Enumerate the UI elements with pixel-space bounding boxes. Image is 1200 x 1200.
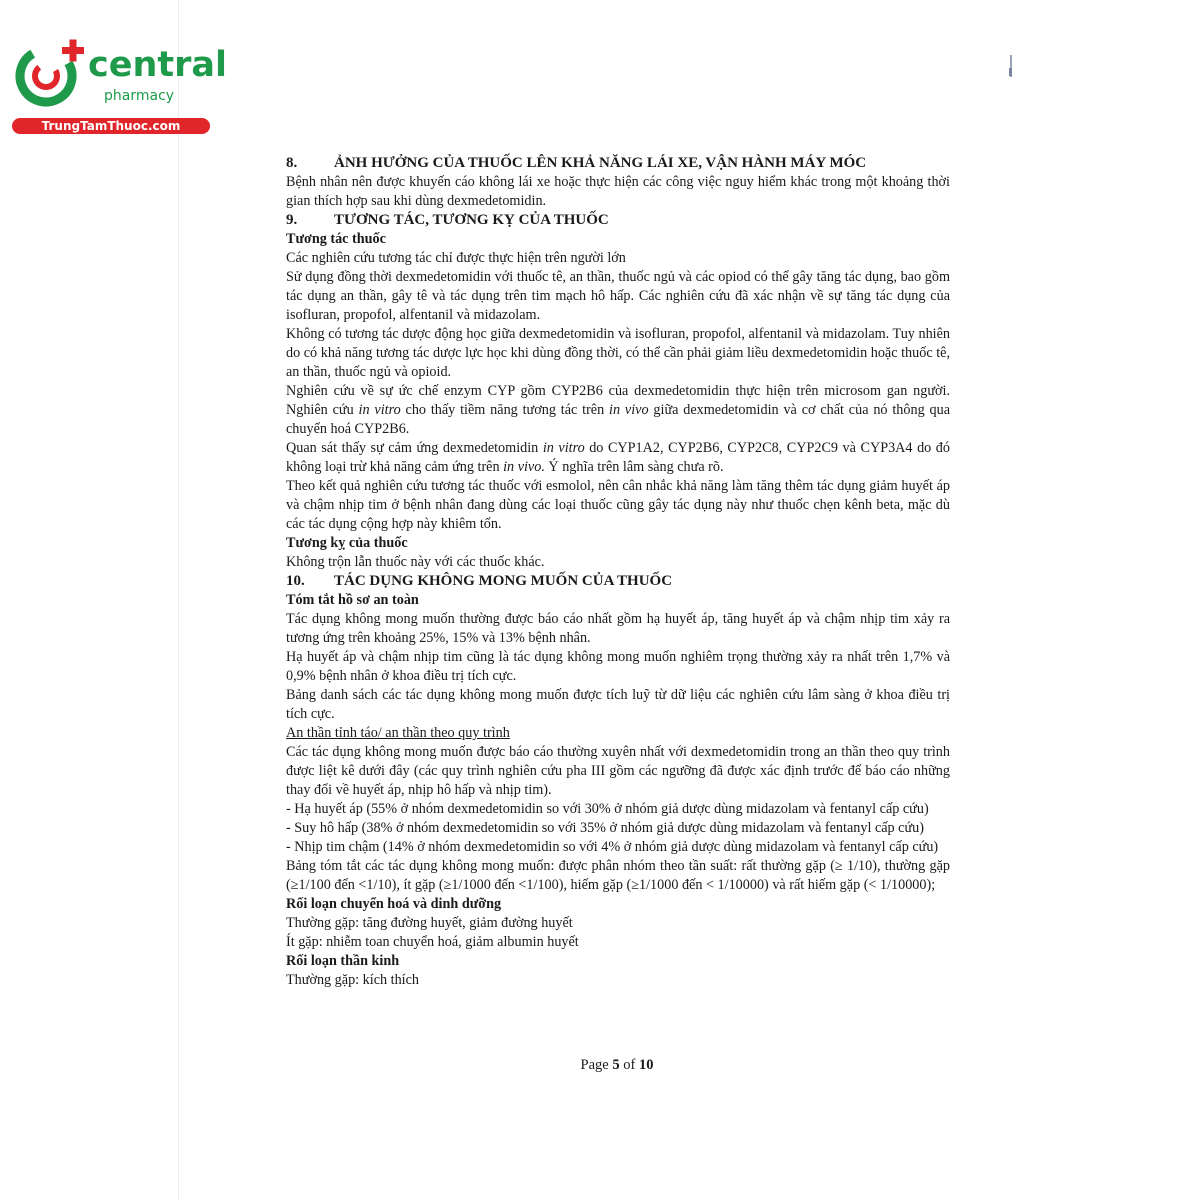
scan-mark [1009, 68, 1012, 76]
bullet-item: - Nhịp tim chậm (14% ở nhóm dexmedetomidin so với 4% ở nhóm giả dược dùng midazolam và fentanyl cấp cứu) [286, 839, 939, 855]
paragraph: Sử dụng đồng thời dexmedetomidin với thuốc tê, an thần, thuốc ngủ và các opiod có thể gây tăng tác dụng, bao gồm tác dụng an thần, gây tê và tác dụng trên tim mạch hô hấp. Các nghiên cứu đã xác nhận về sự tăng tác dụng của isofluran, propofol, alfentanil và midazolam. [286, 269, 950, 323]
paragraph: Các nghiên cứu tương tác chỉ được thực hiện trên người lớn [286, 250, 626, 266]
section-title: TƯƠNG TÁC, TƯƠNG KỴ CỦA THUỐC [334, 212, 609, 228]
paragraph [286, 439, 950, 477]
text-run: do CYP1A2, CYP2B6, CYP2C8, CYP2C9 và CYP3A4 do đó không loại trừ khả năng cảm ứng trên [286, 440, 950, 475]
section-number: 10. [286, 573, 305, 589]
scan-edge [178, 0, 179, 1200]
page-label: Page [580, 1057, 613, 1073]
subsection-heading: Rối loạn chuyển hoá và dinh dưỡng [286, 896, 502, 912]
subsection-heading: Tương tác thuốc [286, 231, 386, 247]
page-of: of [619, 1057, 639, 1073]
text-run: cho thấy tiềm năng tương tác trên [400, 402, 610, 418]
italic-term: in vivo. [503, 459, 545, 475]
section-heading [286, 211, 950, 230]
italic-term: in vivo [609, 402, 649, 418]
page-total: 10 [638, 1057, 654, 1073]
paragraph: Bảng tóm tắt các tác dụng không mong muốn: được phân nhóm theo tần suất: rất thường gặp (≥ 1/10), thường gặp (≥1/100 đến <1/10), ít gặp (≥1/1000 đến <1/100), hiếm gặp (≥1/1000 đến < 1/10000) và rất hiếm gặp (< 1/10000); [286, 858, 950, 893]
central-pharmacy-logo [12, 38, 228, 138]
text-run: giữa dexmedetomidin và cơ chất của nó thông qua chuyển hoá CYP2B6. [286, 402, 950, 437]
text-run: Quan sát thấy sự cảm ứng dexmedetomidin [286, 440, 543, 456]
logo-tagline: pharmacy [104, 88, 175, 104]
section-title: TÁC DỤNG KHÔNG MONG MUỐN CỦA THUỐC [334, 573, 673, 589]
subsection-heading: Rối loạn thần kinh [286, 953, 400, 969]
italic-term: in vitro [542, 440, 585, 456]
logo-wordmark: central [88, 45, 228, 85]
paragraph: Tác dụng không mong muốn thường được báo cáo nhất gồm hạ huyết áp, tăng huyết áp và chậm nhịp tim xảy ra tương ứng trên khoảng 25%, 15% và 13% bệnh nhân. [286, 611, 950, 646]
paragraph: Ít gặp: nhiễm toan chuyển hoá, giảm albumin huyết [286, 934, 579, 950]
section-heading [286, 154, 950, 173]
pharmacy-cross-logo-icon [12, 38, 90, 110]
paragraph: Theo kết quả nghiên cứu tương tác thuốc với esmolol, nên cân nhắc khả năng làm tăng thêm tác dụng giảm huyết áp và chậm nhịp tim ở bệnh nhân đang dùng các loại thuốc cũng gây tác dụng này như thuốc chẹn kênh beta, mặc dù các tác dụng cộng hợp này khiêm tốn. [286, 478, 950, 532]
page-footer [0, 1056, 1200, 1074]
section-heading [286, 572, 950, 591]
paragraph: Không trộn lẫn thuốc này với các thuốc khác. [286, 554, 545, 570]
paragraph: Không có tương tác dược động học giữa dexmedetomidin và isofluran, propofol, alfentanil và midazolam. Tuy nhiên do có khả năng tương tác dược lực học khi dùng đồng thời, có thể cần phải giảm liều dexmedetomidin hoặc thuốc tê, an thần, thuốc ngủ và opioid. [286, 326, 950, 380]
subsection-heading: Tóm tắt hồ sơ an toàn [286, 592, 419, 608]
paragraph: Bệnh nhân nên được khuyến cáo không lái xe hoặc thực hiện các công việc nguy hiểm khác trong một khoảng thời gian thích hợp sau khi dùng dexmedetomidin. [286, 174, 950, 209]
paragraph: Hạ huyết áp và chậm nhịp tim cũng là tác dụng không mong muốn nghiêm trọng thường xảy ra nhất trên 1,7% và 0,9% bệnh nhân ở khoa điều trị tích cực. [286, 649, 950, 684]
paragraph: Thường gặp: tăng đường huyết, giảm đường huyết [286, 915, 573, 931]
paragraph [286, 382, 950, 439]
logo-banner: TrungTamThuoc.com [12, 118, 210, 134]
section-number: 9. [286, 212, 298, 228]
underlined-heading: An thần tỉnh táo/ an thần theo quy trình [286, 725, 510, 741]
paragraph: Các tác dụng không mong muốn được báo cáo thường xuyên nhất với dexmedetomidin trong an thần theo quy trình được liệt kê dưới đây (các quy trình nghiên cứu pha III gồm các ngưỡng đã được xác định trước để báo cáo những thay đổi về huyết áp, nhịp hô hấp và nhịp tim). [286, 744, 950, 798]
subsection-heading: Tương kỵ của thuốc [286, 535, 408, 551]
section-title: ẢNH HƯỞNG CỦA THUỐC LÊN KHẢ NĂNG LÁI XE, VẬN HÀNH MÁY MÓC [334, 155, 867, 171]
text-run: Ý nghĩa trên lâm sàng chưa rõ. [544, 459, 724, 475]
bullet-item: - Suy hô hấp (38% ở nhóm dexmedetomidin so với 35% ở nhóm giả dược dùng midazolam và fentanyl cấp cứu) [286, 820, 924, 836]
paragraph: Bảng danh sách các tác dụng không mong muốn được tích luỹ từ dữ liệu các nghiên cứu lâm sàng ở khoa điều trị tích cực. [286, 687, 950, 722]
text-run: Nghiên cứu về sự ức chế enzym CYP gồm CYP2B6 của dexmedetomidin thực hiện trên microsom gan người. Nghiên cứu [286, 383, 950, 418]
section-number: 8. [286, 155, 298, 171]
italic-term: in vitro [358, 402, 401, 418]
paragraph: Thường gặp: kích thích [286, 972, 420, 988]
bullet-item: - Hạ huyết áp (55% ở nhóm dexmedetomidin so với 30% ở nhóm giả dược dùng midazolam và fentanyl cấp cứu) [286, 801, 929, 817]
page-number: 5 [612, 1057, 620, 1073]
document-body [286, 150, 950, 990]
